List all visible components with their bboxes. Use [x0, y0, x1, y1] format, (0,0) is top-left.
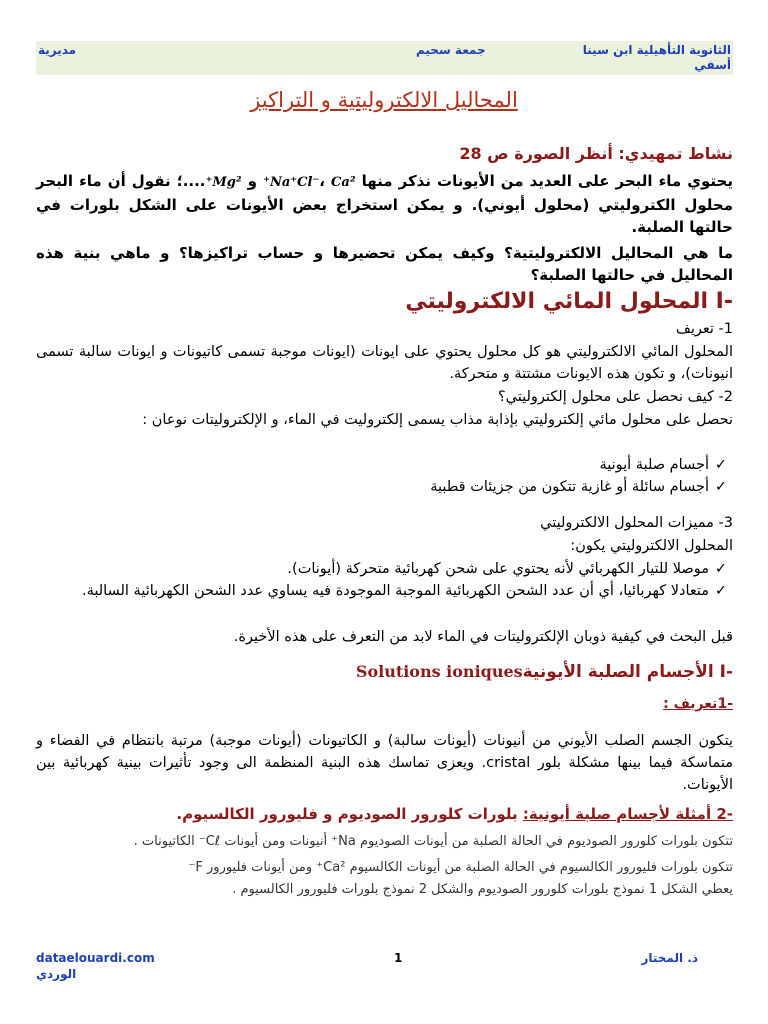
list-item [36, 558, 733, 580]
examples-title-b: بلورات كلورور الصوديوم و فليورور الكالسيوم. [176, 805, 518, 823]
school-line-2: أسفي [694, 58, 731, 72]
example-line-2: تتكون بلورات فليورور الكالسيوم في الحالة الصلبة من أيونات الكالسيوم Ca²⁺ ومن أيونات فليورور F⁻ [188, 860, 733, 875]
footer-site: dataelouardi.com [36, 951, 155, 965]
footer-author: ذ. المختار [641, 951, 698, 965]
section-1-title: المحلول المائي الالكتروليتي [405, 289, 708, 314]
definition-title: 1- تعريف [675, 321, 733, 337]
section-1-heading [36, 288, 733, 316]
ion-cl: Cl⁻ [297, 175, 320, 190]
properties-intro: المحلول الالكتروليتي يكون: [570, 538, 733, 554]
intro-text-c: ماء البحر محلول الكتروليتي (محلول أيوني). و يمكن استخراج بعض الأيونات على الشكل بلورات في حالتها الصلبة. [36, 172, 733, 236]
check-icon: ✓ [714, 561, 728, 577]
ion-mg: Mg²⁺ [205, 175, 242, 190]
section-2-heading [36, 660, 733, 684]
properties-list [36, 558, 733, 602]
separator: ، [319, 172, 325, 190]
example-line-1: تتكون بلورات كلورور الصوديوم في الحالة الصلبة من أيونات الصوديوم Na⁺ أنيونات ومن أيونات Cℓ⁻ الكاتيونات . [133, 834, 733, 849]
and-word: و [247, 172, 257, 190]
examples-title [36, 803, 733, 825]
section-1-number: -I [715, 289, 733, 314]
ion-na: Na⁺ [269, 175, 298, 190]
examples-title-a: -2 أمثلة لأجسام صلبة أيونية: [522, 805, 733, 823]
activity-heading: نشاط تمهيدي: أنظر الصورة ص 28 [459, 144, 733, 163]
page-number: 1 [394, 951, 403, 965]
ion-ca: Ca²⁺ [263, 175, 356, 190]
section-2-title-fr: Solutions ioniques [355, 662, 523, 681]
teacher-name: جمعة سحيم [416, 43, 486, 57]
list-item-text: أجسام صلبة أيونية [599, 457, 709, 473]
how-text: نحصل على محلول مائي إلكتروليتي بإذابة مذاب يسمى إلكتروليت في الماء، و الإلكتروليتات نوعان : [142, 412, 733, 428]
ionic-definition-text: يتكون الجسم الصلب الأيوني من أنيونات (أيونات سالبة) و الكاتيونات (أيونات موجبة) مرتبة بانتظام في الفضاء و متماسكة فيما بينها مشكلة بلور cristal. ويعزى تماسك هذه البنية المنظمة الى وجود تأثيرات بينية كهربائية بين الأيونات. [36, 733, 733, 793]
school-name [531, 43, 731, 73]
how-title: 2- كيف نحصل على محلول إلكتروليتي؟ [497, 389, 733, 405]
directorate-label: مديرية [38, 43, 77, 57]
check-icon: ✓ [714, 457, 728, 473]
properties-outro: قبل البحث في كيفية ذوبان الإلكتروليتات في الماء لابد من التعرف على هذه الأخيرة. [233, 629, 733, 645]
check-icon: ✓ [714, 583, 728, 599]
header-band [36, 41, 733, 75]
check-icon: ✓ [714, 479, 728, 495]
school-line-1: الثانوية التأهيلية ابن سينا [582, 43, 731, 57]
example-line-3: يعطي الشكل 1 نموذج بلورات كلورور الصوديوم والشكل 2 نموذج بلورات فليورور الكالسيوم . [232, 882, 733, 897]
intro-question: ما هي المحاليل الالكتروليتية؟ وكيف يمكن تحضيرها و حساب تراكيزها؟ و ماهي بنية هذه المحاليل في حالتها الصلبة؟ [36, 244, 733, 284]
list-item-text: متعادلا كهربائيا، أي أن عدد الشحن الكهربائية الموجبة الموجودة فيه يساوي عدد الشحن الكهربائية السالبة. [81, 583, 709, 599]
properties-title: 3- مميزات المحلول الالكتروليتي [540, 515, 733, 531]
definition-text: المحلول المائي الالكتروليتي هو كل محلول يحتوي على ايونات (ايونات موجبة تسمى كاتيونات و ايونات سالبة تسمى انيونات)، و تكون هذه الايونات مشتتة و متحركة. [36, 344, 733, 382]
section-2-title: الأجسام الصلبة الأيونية [522, 662, 714, 682]
page-title: المحاليل الالكتروليتية و التراكيز [250, 88, 518, 112]
list-item [36, 580, 733, 602]
footer-author-line-2: الوردي [36, 967, 77, 981]
list-item-text: موصلا للتيار الكهربائي لأنه يحتوي على شحن كهربائية متحركة (أيونات). [287, 561, 709, 577]
electrolyte-types-list [36, 454, 733, 498]
intro-paragraph [36, 170, 733, 238]
list-item [36, 476, 733, 498]
ionic-definition-title: -1تعريف : [663, 696, 733, 712]
section-2-number: -I [719, 662, 733, 682]
list-item [36, 454, 733, 476]
intro-text-a: يحتوي ماء البحر على العديد من الأيونات نذكر منها [361, 172, 733, 190]
intro-text-b: ....؛ نقول أن [107, 172, 206, 190]
list-item-text: أجسام سائلة أو غازية تتكون من جزيئات قطبية [430, 479, 709, 495]
